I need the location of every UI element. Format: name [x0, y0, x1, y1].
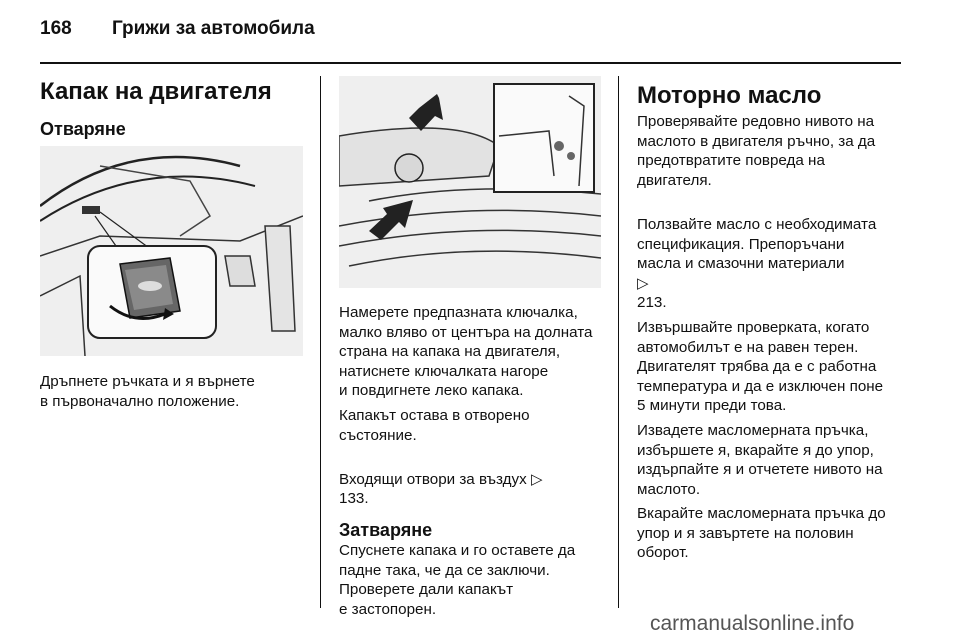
page-number: 168 [40, 18, 72, 39]
air-intake-text: Входящи отвори за въздух [339, 470, 531, 488]
oil-spec-body: Ползвайте масло с необходимата спецификация. Препоръчани масла и смазочни материали [637, 215, 877, 273]
left-column [40, 78, 310, 140]
air-intake-page-ref: 133. [339, 490, 369, 508]
opening-subheading: Отваряне [40, 119, 126, 139]
oil-spec-text [637, 195, 907, 313]
right-column [637, 82, 907, 563]
reference-arrow-icon: ▷ [637, 274, 649, 292]
column-divider-right [618, 76, 619, 608]
watermark: carmanualsonline.info [650, 612, 855, 635]
middle-column [339, 303, 609, 619]
column-divider-left [320, 76, 321, 608]
section-title: Грижи за автомобила [112, 18, 315, 39]
lever-caption: Дръпнете ръчката и я върнете в първоначално положение. [40, 373, 255, 410]
header-rule [40, 62, 901, 64]
oil-check-intro: Проверявайте редовно нивото на маслото в двигателя ръчно, за да предотвратите повреда на двигателя. [637, 113, 876, 189]
safety-catch-illustration [339, 76, 601, 288]
hood-heading: Капак на двигателя [40, 78, 272, 105]
safety-catch-instructions: Намерете предпазната ключалка, малко вляво от центъра на долната страна на капака на двигателя, натиснете ключалката нагоре и повдигнете леко капака. [339, 304, 593, 400]
hood-release-illustration [40, 146, 303, 356]
hood-stays-open-text: Капакът остава в отворено състояние. [339, 406, 530, 444]
dipstick-instructions: Извадете масломерната пръчка, избършете я, вкарайте я до упор, издърпайте я и отчетете нивото на маслото. [637, 421, 883, 498]
dipstick-reinsert-instructions: Вкарайте масломерната пръчка до упор и я завъртете на половин оборот. [637, 505, 886, 562]
closing-subheading: Затваряне [339, 519, 433, 540]
engine-oil-heading: Моторно масло [637, 82, 822, 109]
air-intake-reference [339, 450, 609, 509]
oil-check-conditions: Извършвайте проверката, когато автомобилът е на равен терен. Двигателят трябва да е с работна температура и да е изключен поне 5 минути преди това. [637, 318, 884, 415]
oil-spec-page-ref: 213. [637, 294, 667, 312]
closing-instructions: Спуснете капака и го оставете да падне така, че да се заключи. Проверете дали капакът е застопорен. [339, 541, 576, 618]
reference-arrow-icon: ▷ [530, 470, 543, 488]
